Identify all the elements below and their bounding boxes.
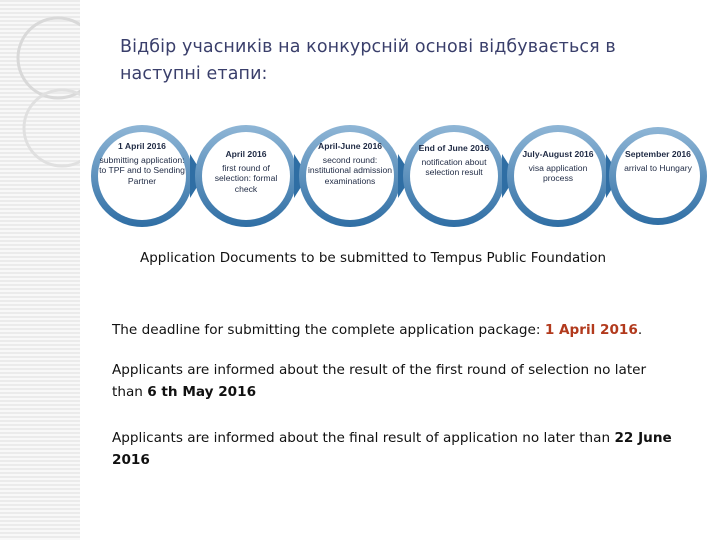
deadline-text: The deadline for submitting the complete application package: xyxy=(112,322,545,338)
process-step-6 xyxy=(615,149,701,173)
process-step-circle-6 xyxy=(609,127,707,225)
process-step-date: End of June 2016 xyxy=(418,143,490,153)
deadline-suffix: . xyxy=(637,322,643,338)
deadline-paragraph xyxy=(112,319,672,341)
process-step-date: April-June 2016 xyxy=(318,141,382,151)
process-step-description: second round: institutional admission examinations xyxy=(307,154,393,186)
first-round-date: 6 th May 2016 xyxy=(147,384,257,400)
process-step-description: first round of selection: formal check xyxy=(214,162,278,194)
first-round-text: Applicants are informed about the result of the first round of selection no later than xyxy=(112,362,647,400)
decorative-circles xyxy=(0,0,80,220)
section-subtitle: Application Documents to be submitted to Tempus Public Foundation xyxy=(140,250,607,266)
decorative-left-strip xyxy=(0,0,80,540)
final-result-text: Applicants are informed about the final result of application no later than xyxy=(112,430,615,446)
first-round-paragraph xyxy=(112,359,672,403)
process-step-description: submitting application: to TPF and to Sending Partner xyxy=(99,154,185,186)
process-step-date: July-August 2016 xyxy=(522,149,594,159)
process-step-description: notification about selection result xyxy=(421,156,487,177)
process-step-date: April 2016 xyxy=(225,149,267,159)
process-step-5 xyxy=(515,149,601,184)
process-step-4 xyxy=(411,143,497,178)
process-step-date: September 2016 xyxy=(625,149,691,159)
process-step-3 xyxy=(307,141,393,186)
process-step-description: arrival to Hungary xyxy=(624,162,692,173)
final-result-paragraph xyxy=(112,427,672,471)
process-step-date: 1 April 2016 xyxy=(118,141,166,151)
process-step-description: visa application process xyxy=(528,162,588,183)
process-step-2 xyxy=(203,149,289,194)
deadline-date: 1 April 2016 xyxy=(544,322,638,338)
final-result-date: 22 June 2016 xyxy=(112,430,672,468)
page-title: Відбір учасників на конкурсній основі відбувається в наступні етапи: xyxy=(120,37,616,84)
process-timeline xyxy=(90,118,710,236)
process-step-1 xyxy=(99,141,185,186)
